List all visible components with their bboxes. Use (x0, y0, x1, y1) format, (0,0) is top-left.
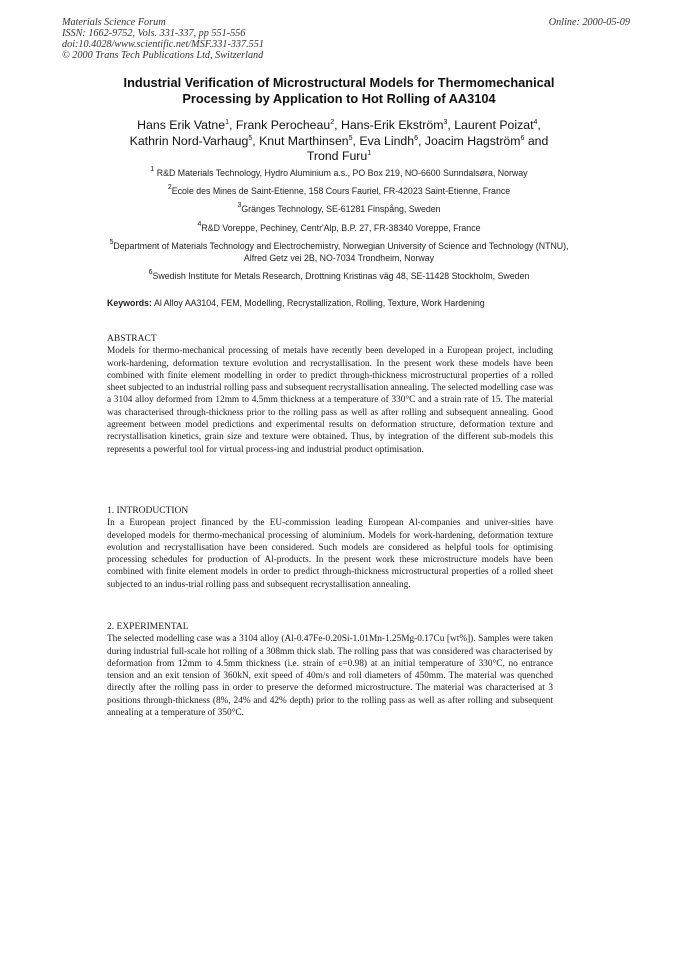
author-affiliation-number: 5 (348, 134, 353, 142)
author-name: Hans-Erik Ekström (340, 118, 444, 132)
abstract-heading: ABSTRACT (107, 334, 157, 344)
experimental-body: The selected modelling case was a 3104 alloy (Al-0.47Fe-0.20Si-1.01Mn-1.25Mg-0.17Cu [wt%]). Samples were taken during industrial full-scale hot rolling of a 308mm thick slab. The rolling pass that was considered was characterised by deformation from 12mm to 4.5mm thickness (i.e. strain of ε=0.98) at an initial temperature of 330°C, no entrance tension and an exit tension of 360kN, exit speed of 40m/s and roll diameters of 450mm. The material was quenched directly after the rolling pass in order to preserve the deformed microstructure. The material was characterised at 3 positions through-thickness (8%, 24% and 42% depth) prior to the rolling pass as well as after rolling and subsequent annealing at a temperature of 350°C. (107, 634, 553, 719)
paper-title (80, 75, 598, 107)
author-name: Frank Perocheau (235, 118, 331, 132)
affiliation-number: 2 (167, 183, 172, 191)
affiliation (100, 204, 578, 216)
author-separator: , (537, 118, 541, 132)
author-name: Eva Lindh (359, 133, 415, 148)
keywords (107, 298, 577, 308)
issn-line: ISSN: 1662-9752, Vols. 331-337, pp 551-556 (62, 28, 246, 39)
affiliation-text: Swedish Institute for Metals Research, Drottning Kristinas väg 48, SE-11428 Stockholm, Sweden (152, 271, 530, 281)
affiliation-list (100, 168, 578, 290)
affiliation-text: Ecole des Mines de Saint-Etienne, 158 Cours Fauriel, FR-42023 Saint-Etienne, France (171, 185, 511, 196)
affiliation (100, 183, 578, 198)
keywords-text: Al Alloy AA3104, FEM, Modelling, Recrystallization, Rolling, Texture, Work Hardening (153, 298, 485, 308)
author-affiliation-number: 4 (533, 119, 538, 126)
affiliation-text: R&D Materials Technology, Hydro Aluminium a.s., PO Box 219, NO-6600 Sunndalsøra, Norway (156, 168, 528, 178)
affiliation-text: Department of Materials Technology and Electrochemistry, Norwegian University of Science and Technology (NTNU), Alfred Getz vei 2B, NO-7034 Trondheim, Norway (113, 241, 569, 263)
affiliation-text: Gränges Technology, SE-61281 Finspång, Sweden (241, 204, 441, 214)
author-list (88, 118, 590, 165)
experimental-heading: 2. EXPERIMENTAL (107, 622, 189, 632)
affiliation (100, 271, 578, 283)
affiliation-text: R&D Voreppe, Pechiney, Centr'Alp, B.P. 27, FR-38340 Voreppe, France (201, 222, 481, 233)
author-separator: , (334, 118, 341, 132)
author-separator: and (524, 133, 549, 148)
affiliation (100, 241, 578, 264)
affiliation (100, 168, 578, 180)
author-name: Hans Erik Vatne (137, 118, 226, 132)
affiliation-number: 1 (150, 166, 155, 173)
journal-header (62, 17, 482, 61)
author-affiliation-number: 5 (248, 134, 253, 142)
introduction-section (107, 505, 553, 591)
author-affiliation-number: 3 (443, 119, 448, 126)
author-separator: , (418, 133, 425, 148)
author-separator: , (352, 133, 360, 148)
doi-link[interactable]: doi:10.4028/www.scientific.net/MSF.331-337.551 (62, 39, 264, 50)
introduction-heading: 1. INTRODUCTION (107, 506, 189, 516)
author-affiliation-number: 1 (225, 119, 230, 126)
title-line-1: Industrial Verification of Microstructural Models for Thermomechanical (123, 75, 555, 90)
affiliation-number: 3 (237, 202, 242, 209)
author-name: Trond Furu (306, 149, 368, 163)
author-name: Joacim Hagström (424, 133, 521, 148)
introduction-body: In a European project financed by the EU-commission leading European Al-companies and univer-sities have developed models for thermo-mechanical processing of aluminium. Models for work-hardening, deformation texture evolution and recrystallisation have been considered. Such models are considered as helpful tools for optimising processing schedules for production of Al-products. In the present work these microstructure models have been combined with finite element models in order to predict through-thickness microstructural properties of a rolled sheet subjected to an indus-trial rolling pass and subsequent recrystallisation annealing. (107, 518, 553, 590)
author-affiliation-number: 6 (414, 134, 418, 142)
keywords-label: Keywords: (107, 298, 152, 308)
experimental-section (107, 621, 553, 719)
author-name: Knut Marthinsen (259, 133, 349, 148)
author-separator: , (447, 118, 455, 132)
author-name: Laurent Poizat (454, 118, 534, 132)
journal-name: Materials Science Forum (62, 17, 166, 28)
author-separator: , (229, 118, 236, 132)
author-name: Kathrin Nord-Varhaug (129, 133, 249, 148)
title-line-2: Processing by Application to Hot Rolling of AA3104 (182, 91, 496, 106)
affiliation-number: 4 (197, 220, 202, 228)
author-affiliation-number: 6 (520, 134, 525, 142)
abstract-section (107, 333, 553, 456)
author-affiliation-number: 2 (330, 119, 335, 126)
copyright-line: © 2000 Trans Tech Publications Ltd, Switzerland (62, 50, 264, 61)
author-separator: , (252, 133, 260, 148)
affiliation-number: 5 (109, 239, 114, 246)
affiliation-number: 6 (148, 269, 153, 276)
abstract-body: Models for thermo-mechanical processing of metals have recently been developed in a European project, including work-hardening, deformation texture evolution and recrystallisation. In the present work these models have been combined with finite element modelling in order to predict through-thickness microstructural properties of a rolled sheet subjected to an industrial rolling pass and subsequent recrystallisation annealing. The selected modelling case was a 3104 alloy deformed from 12mm to 4.5mm thickness at a temperature of 330°C and a strain rate of 15. The material was characterised through-thickness prior to the rolling pass as well as after rolling and subsequent annealing. Good agreement between model predictions and experimental results on deformation structure, deformation texture and recrystallisation kinetics, grain size and texture were obtained. Thus, by integration of the different sub-models this represents a powerful tool for virtual process-ing and industrial product optimisation. (107, 346, 553, 455)
author-affiliation-number: 1 (367, 150, 372, 157)
affiliation (100, 220, 578, 235)
online-date: Online: 2000-05-09 (548, 17, 630, 28)
